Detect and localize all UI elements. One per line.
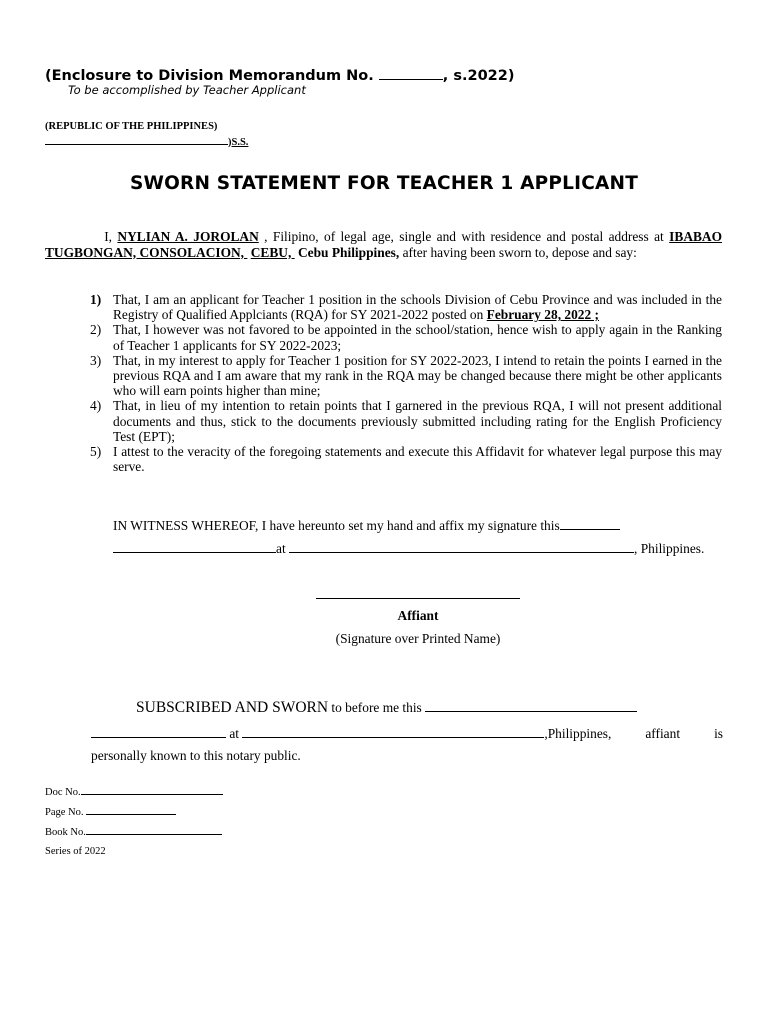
memo-number-blank (379, 67, 443, 80)
notary-at: at (226, 726, 243, 741)
item-number: 2) (90, 322, 102, 338)
subscribed-text: SUBSCRIBED AND SWORN (136, 699, 329, 716)
venue-paren: ) (228, 137, 232, 148)
affiant-province: Cebu Philippines, (298, 244, 400, 260)
book-no-blank[interactable] (86, 825, 222, 835)
ss-venue (45, 134, 248, 148)
notary-philippines: ,Philippines, (544, 726, 612, 741)
day-blank[interactable] (113, 540, 276, 553)
enclosure-header (45, 67, 514, 84)
signature-line[interactable] (316, 598, 520, 599)
document-title: SWORN STATEMENT FOR TEACHER 1 APPLICANT (129, 173, 639, 194)
item-text: That, in my interest to apply for Teacher 1 position for SY 2022-2023, I intend to retain the points I earned in the previous RQA and I am aware that my rank in the RQA may be changed because there might be other applicants who will earn points higher than mine; (113, 352, 722, 399)
intro-text2: after having been sworn to, depose and say: (399, 244, 637, 260)
notary-date-blank[interactable] (425, 698, 637, 712)
page-no-line (45, 805, 176, 818)
witness-philippines: , Philippines. (634, 541, 705, 556)
list-item (84, 292, 722, 322)
page-no-label: Page No. (45, 807, 87, 818)
series-label: Series of 2022 (45, 846, 106, 857)
doc-no-label: Doc No. (45, 787, 81, 798)
witness-line (113, 517, 620, 534)
witness-at: at (276, 541, 290, 556)
place-blank[interactable] (289, 540, 634, 553)
list-item (84, 398, 722, 444)
applicant-instruction: To be accomplished by Teacher Applicant (68, 83, 306, 97)
item-text: That, I however was not favored to be appointed in the school/station, hence wish to apply again in the Ranking of Teacher 1 applicants for SY 2022-2023; (113, 322, 722, 353)
signature-caption: (Signature over Printed Name) (335, 631, 501, 646)
page-no-blank[interactable] (86, 805, 176, 815)
witness-text: IN WITNESS WHEREOF, I have hereunto set my hand and affix my signature this (113, 518, 560, 533)
item-text: That, in lieu of my intention to retain points that I garnered in the previous RQA, I will not present additional documents and thus, stick to the documents previously submitted including rating for the English Proficiency Test (EPT); (113, 398, 722, 444)
notary-place-line (91, 725, 723, 742)
item-text: I attest to the veracity of the foregoing statements and execute this Affidavit for whatever legal purpose this may serve. (113, 444, 722, 475)
posting-date: February 28, 2022 ; (486, 307, 599, 323)
notary-known: personally known to this notary public. (91, 748, 301, 763)
ss-label: S.S. (231, 137, 249, 148)
subscribed-line (136, 698, 637, 717)
list-item (84, 444, 722, 474)
list-item (84, 322, 722, 352)
book-no-label: Book No. (45, 827, 86, 838)
notary-day-blank[interactable] (91, 725, 226, 738)
affiant-address: IBABAO TUGBONGAN, CONSOLACION, (45, 229, 723, 260)
item-number: 1) (90, 292, 102, 307)
venue-blank (45, 134, 228, 145)
republic-venue: (REPUBLIC OF THE PHILIPPINES) (45, 121, 218, 132)
notary-is: is (714, 726, 723, 741)
witness-place-line (113, 540, 704, 557)
intro-i: I, (104, 229, 118, 244)
list-item (84, 353, 722, 399)
affiant-name: NYLIAN A. JOROLAN (117, 229, 259, 244)
notary-affiant: affiant (645, 726, 681, 741)
book-no-line (45, 825, 222, 838)
item-number: 5) (90, 444, 102, 460)
date-blank[interactable] (560, 517, 620, 530)
item-number: 4) (90, 398, 102, 414)
intro-paragraph (45, 229, 722, 260)
item-text: That, I am an applicant for Teacher 1 position in the schools Division of Cebu Province and was included in the Registry of Qualified Applciants (RQA) for SY 2021-2022 posted on (113, 292, 722, 323)
to-before-text: to before me this (328, 700, 426, 715)
doc-no-line (45, 785, 223, 798)
doc-no-blank[interactable] (81, 785, 223, 795)
intro-text1: , Filipino, of legal age, single and with residence and postal address at (258, 229, 670, 244)
affiant-label: Affiant (397, 608, 439, 623)
enclosure-suffix: , s.2022) (442, 68, 515, 84)
enclosure-prefix: (Enclosure to Division Memorandum No. (45, 68, 379, 84)
notary-place-blank[interactable] (242, 725, 544, 738)
item-number: 3) (90, 352, 102, 368)
affiant-city: CEBU, (250, 244, 295, 260)
statement-list (84, 292, 722, 474)
